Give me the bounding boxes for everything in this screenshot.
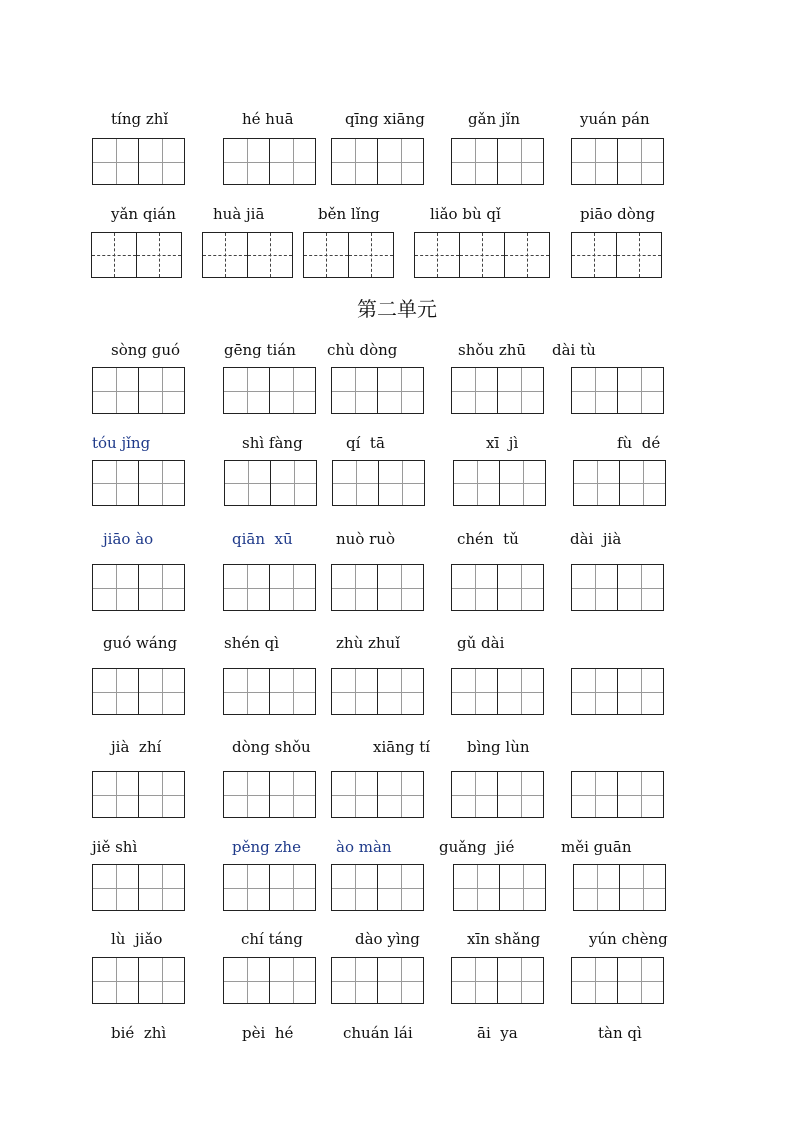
pinyin-label: jiāo ào bbox=[103, 530, 154, 548]
tianzige-cell[interactable] bbox=[92, 460, 139, 506]
writing-box-group[interactable] bbox=[92, 460, 185, 506]
tianzige-cell[interactable] bbox=[459, 232, 505, 278]
tianzige-cell[interactable] bbox=[453, 864, 500, 911]
tianzige-cell[interactable] bbox=[223, 138, 270, 185]
pinyin-label: gēng tián bbox=[224, 341, 296, 359]
pinyin-label: tíng zhǐ bbox=[111, 110, 169, 128]
writing-box-group[interactable] bbox=[571, 771, 664, 818]
tianzige-cell[interactable] bbox=[331, 771, 378, 818]
tianzige-cell[interactable] bbox=[571, 564, 618, 611]
tianzige-cell[interactable] bbox=[451, 564, 498, 611]
writing-box-group[interactable] bbox=[331, 668, 424, 715]
pinyin-label: hé huā bbox=[242, 110, 294, 128]
writing-box-group[interactable] bbox=[453, 460, 546, 506]
writing-box-group[interactable] bbox=[414, 232, 550, 278]
tianzige-cell[interactable] bbox=[270, 460, 317, 506]
tianzige-cell[interactable] bbox=[92, 138, 139, 185]
pinyin-label: piāo dòng bbox=[580, 205, 656, 223]
pinyin-label: chuán lái bbox=[343, 1024, 413, 1042]
pinyin-label: chén tǔ bbox=[457, 530, 519, 548]
tianzige-cell[interactable] bbox=[499, 864, 546, 911]
writing-box-group[interactable] bbox=[223, 367, 316, 414]
writing-box-group[interactable] bbox=[451, 564, 544, 611]
pinyin-label: shén qì bbox=[224, 634, 280, 652]
tianzige-cell[interactable] bbox=[451, 138, 498, 185]
tianzige-cell[interactable] bbox=[138, 564, 185, 611]
pinyin-label: xī jì bbox=[486, 434, 519, 452]
writing-box-group[interactable] bbox=[223, 138, 316, 185]
tianzige-cell[interactable] bbox=[451, 957, 498, 1004]
writing-box-group[interactable] bbox=[571, 138, 664, 185]
tianzige-cell[interactable] bbox=[223, 367, 270, 414]
tianzige-cell[interactable] bbox=[619, 460, 666, 506]
tianzige-cell[interactable] bbox=[92, 771, 139, 818]
tianzige-cell[interactable] bbox=[247, 232, 293, 278]
pinyin-label: dào yìng bbox=[355, 930, 420, 948]
pinyin-label: měi guān bbox=[561, 838, 632, 856]
writing-box-group[interactable] bbox=[224, 460, 317, 506]
tianzige-cell[interactable] bbox=[269, 367, 316, 414]
pinyin-label: tóu jǐng bbox=[92, 434, 151, 452]
writing-box-group[interactable] bbox=[453, 864, 546, 911]
tianzige-cell[interactable] bbox=[497, 957, 544, 1004]
pinyin-label: dài jià bbox=[570, 530, 622, 548]
pinyin-label: yún chèng bbox=[589, 930, 668, 948]
writing-box-group[interactable] bbox=[331, 564, 424, 611]
tianzige-cell[interactable] bbox=[332, 460, 379, 506]
tianzige-cell[interactable] bbox=[451, 367, 498, 414]
tianzige-cell[interactable] bbox=[453, 460, 500, 506]
writing-box-group[interactable] bbox=[332, 460, 425, 506]
section-title: 第二单元 bbox=[357, 297, 437, 321]
writing-box-group[interactable] bbox=[571, 564, 664, 611]
tianzige-cell[interactable] bbox=[138, 864, 185, 911]
tianzige-cell[interactable] bbox=[497, 771, 544, 818]
tianzige-cell[interactable] bbox=[138, 138, 185, 185]
tianzige-cell[interactable] bbox=[91, 232, 137, 278]
pinyin-label: jiě shì bbox=[92, 838, 138, 856]
tianzige-cell[interactable] bbox=[92, 367, 139, 414]
writing-box-group[interactable] bbox=[92, 957, 185, 1004]
tianzige-cell[interactable] bbox=[223, 668, 270, 715]
pinyin-label: huà jiā bbox=[213, 205, 265, 223]
tianzige-cell[interactable] bbox=[331, 367, 378, 414]
pinyin-label: xīn shǎng bbox=[467, 930, 541, 948]
tianzige-cell[interactable] bbox=[269, 771, 316, 818]
writing-box-group[interactable] bbox=[92, 367, 185, 414]
tianzige-cell[interactable] bbox=[331, 138, 378, 185]
tianzige-cell[interactable] bbox=[348, 232, 394, 278]
tianzige-cell[interactable] bbox=[571, 232, 617, 278]
pinyin-label: chí táng bbox=[241, 930, 303, 948]
pinyin-label: chù dòng bbox=[327, 341, 398, 359]
pinyin-label: āi ya bbox=[477, 1024, 518, 1042]
writing-box-group[interactable] bbox=[91, 232, 182, 278]
tianzige-cell[interactable] bbox=[269, 668, 316, 715]
writing-box-group[interactable] bbox=[331, 367, 424, 414]
writing-box-group[interactable] bbox=[573, 460, 666, 506]
writing-box-group[interactable] bbox=[331, 138, 424, 185]
tianzige-cell[interactable] bbox=[138, 460, 185, 506]
writing-box-group[interactable] bbox=[92, 771, 185, 818]
tianzige-cell[interactable] bbox=[269, 138, 316, 185]
writing-box-group[interactable] bbox=[451, 771, 544, 818]
writing-box-group[interactable] bbox=[331, 957, 424, 1004]
writing-box-group[interactable] bbox=[331, 864, 424, 911]
tianzige-cell[interactable] bbox=[617, 771, 664, 818]
tianzige-cell[interactable] bbox=[377, 771, 424, 818]
tianzige-cell[interactable] bbox=[331, 957, 378, 1004]
writing-box-group[interactable] bbox=[202, 232, 293, 278]
tianzige-cell[interactable] bbox=[377, 367, 424, 414]
pinyin-label: shì fàng bbox=[242, 434, 303, 452]
pinyin-label: dài tù bbox=[552, 341, 596, 359]
pinyin-label: xiāng tí bbox=[373, 738, 431, 756]
tianzige-cell[interactable] bbox=[92, 864, 139, 911]
tianzige-cell[interactable] bbox=[136, 232, 182, 278]
tianzige-cell[interactable] bbox=[269, 864, 316, 911]
writing-box-group[interactable] bbox=[451, 957, 544, 1004]
tianzige-cell[interactable] bbox=[497, 367, 544, 414]
tianzige-cell[interactable] bbox=[571, 367, 618, 414]
tianzige-cell[interactable] bbox=[617, 367, 664, 414]
pinyin-label: pěng zhe bbox=[232, 838, 301, 856]
tianzige-cell[interactable] bbox=[223, 957, 270, 1004]
tianzige-cell[interactable] bbox=[138, 771, 185, 818]
tianzige-cell[interactable] bbox=[571, 957, 618, 1004]
pinyin-label: dòng shǒu bbox=[232, 738, 311, 756]
pinyin-label: qiān xū bbox=[232, 530, 293, 548]
tianzige-cell[interactable] bbox=[377, 957, 424, 1004]
pinyin-label: guó wáng bbox=[103, 634, 178, 652]
tianzige-cell[interactable] bbox=[571, 668, 618, 715]
pinyin-label: gǎn jǐn bbox=[468, 110, 521, 128]
tianzige-cell[interactable] bbox=[617, 138, 664, 185]
writing-box-group[interactable] bbox=[92, 668, 185, 715]
tianzige-cell[interactable] bbox=[331, 564, 378, 611]
pinyin-label: bié zhì bbox=[111, 1024, 167, 1042]
tianzige-cell[interactable] bbox=[223, 864, 270, 911]
tianzige-cell[interactable] bbox=[331, 668, 378, 715]
tianzige-cell[interactable] bbox=[616, 232, 662, 278]
pinyin-label: zhù zhuǐ bbox=[336, 634, 401, 652]
tianzige-cell[interactable] bbox=[504, 232, 550, 278]
tianzige-cell[interactable] bbox=[617, 564, 664, 611]
tianzige-cell[interactable] bbox=[573, 460, 620, 506]
writing-box-group[interactable] bbox=[451, 367, 544, 414]
tianzige-cell[interactable] bbox=[617, 957, 664, 1004]
writing-box-group[interactable] bbox=[92, 564, 185, 611]
pinyin-label: qí tā bbox=[346, 434, 385, 452]
pinyin-label: gǔ dài bbox=[457, 634, 505, 652]
writing-box-group[interactable] bbox=[571, 232, 662, 278]
tianzige-cell[interactable] bbox=[573, 864, 620, 911]
tianzige-cell[interactable] bbox=[269, 957, 316, 1004]
pinyin-label: shǒu zhū bbox=[458, 341, 527, 359]
tianzige-cell[interactable] bbox=[499, 460, 546, 506]
tianzige-cell[interactable] bbox=[224, 460, 271, 506]
pinyin-label: pèi hé bbox=[242, 1024, 294, 1042]
tianzige-cell[interactable] bbox=[377, 138, 424, 185]
pinyin-label: guǎng jié bbox=[439, 838, 515, 856]
writing-box-group[interactable] bbox=[92, 138, 185, 185]
tianzige-cell[interactable] bbox=[202, 232, 248, 278]
tianzige-cell[interactable] bbox=[617, 668, 664, 715]
writing-box-group[interactable] bbox=[451, 668, 544, 715]
tianzige-cell[interactable] bbox=[269, 564, 316, 611]
tianzige-cell[interactable] bbox=[571, 138, 618, 185]
pinyin-label: yǎn qián bbox=[111, 205, 176, 223]
tianzige-cell[interactable] bbox=[92, 668, 139, 715]
tianzige-cell[interactable] bbox=[138, 957, 185, 1004]
tianzige-cell[interactable] bbox=[92, 957, 139, 1004]
pinyin-label: liǎo bù qǐ bbox=[430, 205, 501, 223]
tianzige-cell[interactable] bbox=[497, 138, 544, 185]
writing-box-group[interactable] bbox=[573, 864, 666, 911]
tianzige-cell[interactable] bbox=[571, 771, 618, 818]
pinyin-label: fù dé bbox=[617, 434, 661, 452]
writing-box-group[interactable] bbox=[92, 864, 185, 911]
tianzige-cell[interactable] bbox=[378, 460, 425, 506]
pinyin-label: nuò ruò bbox=[336, 530, 395, 548]
tianzige-cell[interactable] bbox=[451, 668, 498, 715]
pinyin-label: lù jiǎo bbox=[111, 930, 163, 948]
tianzige-cell[interactable] bbox=[377, 864, 424, 911]
writing-box-group[interactable] bbox=[571, 957, 664, 1004]
tianzige-cell[interactable] bbox=[331, 864, 378, 911]
pinyin-label: yuán pán bbox=[580, 110, 650, 128]
pinyin-label: jià zhí bbox=[111, 738, 162, 756]
tianzige-cell[interactable] bbox=[377, 564, 424, 611]
writing-box-group[interactable] bbox=[451, 138, 544, 185]
writing-box-group[interactable] bbox=[303, 232, 394, 278]
tianzige-cell[interactable] bbox=[377, 668, 424, 715]
tianzige-cell[interactable] bbox=[223, 564, 270, 611]
pinyin-label: qīng xiāng bbox=[345, 110, 425, 128]
writing-box-group[interactable] bbox=[223, 771, 316, 818]
writing-box-group[interactable] bbox=[223, 957, 316, 1004]
pinyin-label: ào màn bbox=[336, 838, 392, 856]
writing-box-group[interactable] bbox=[571, 668, 664, 715]
tianzige-cell[interactable] bbox=[92, 564, 139, 611]
tianzige-cell[interactable] bbox=[497, 668, 544, 715]
pinyin-label: sòng guó bbox=[111, 341, 181, 359]
writing-box-group[interactable] bbox=[571, 367, 664, 414]
tianzige-cell[interactable] bbox=[138, 668, 185, 715]
tianzige-cell[interactable] bbox=[451, 771, 498, 818]
pinyin-label: tàn qì bbox=[598, 1024, 642, 1042]
writing-box-group[interactable] bbox=[223, 668, 316, 715]
tianzige-cell[interactable] bbox=[497, 564, 544, 611]
pinyin-label: bìng lùn bbox=[467, 738, 530, 756]
writing-box-group[interactable] bbox=[223, 564, 316, 611]
writing-box-group[interactable] bbox=[331, 771, 424, 818]
tianzige-cell[interactable] bbox=[138, 367, 185, 414]
pinyin-label: běn lǐng bbox=[318, 205, 380, 223]
tianzige-cell[interactable] bbox=[619, 864, 666, 911]
tianzige-cell[interactable] bbox=[223, 771, 270, 818]
tianzige-cell[interactable] bbox=[303, 232, 349, 278]
writing-box-group[interactable] bbox=[223, 864, 316, 911]
tianzige-cell[interactable] bbox=[414, 232, 460, 278]
